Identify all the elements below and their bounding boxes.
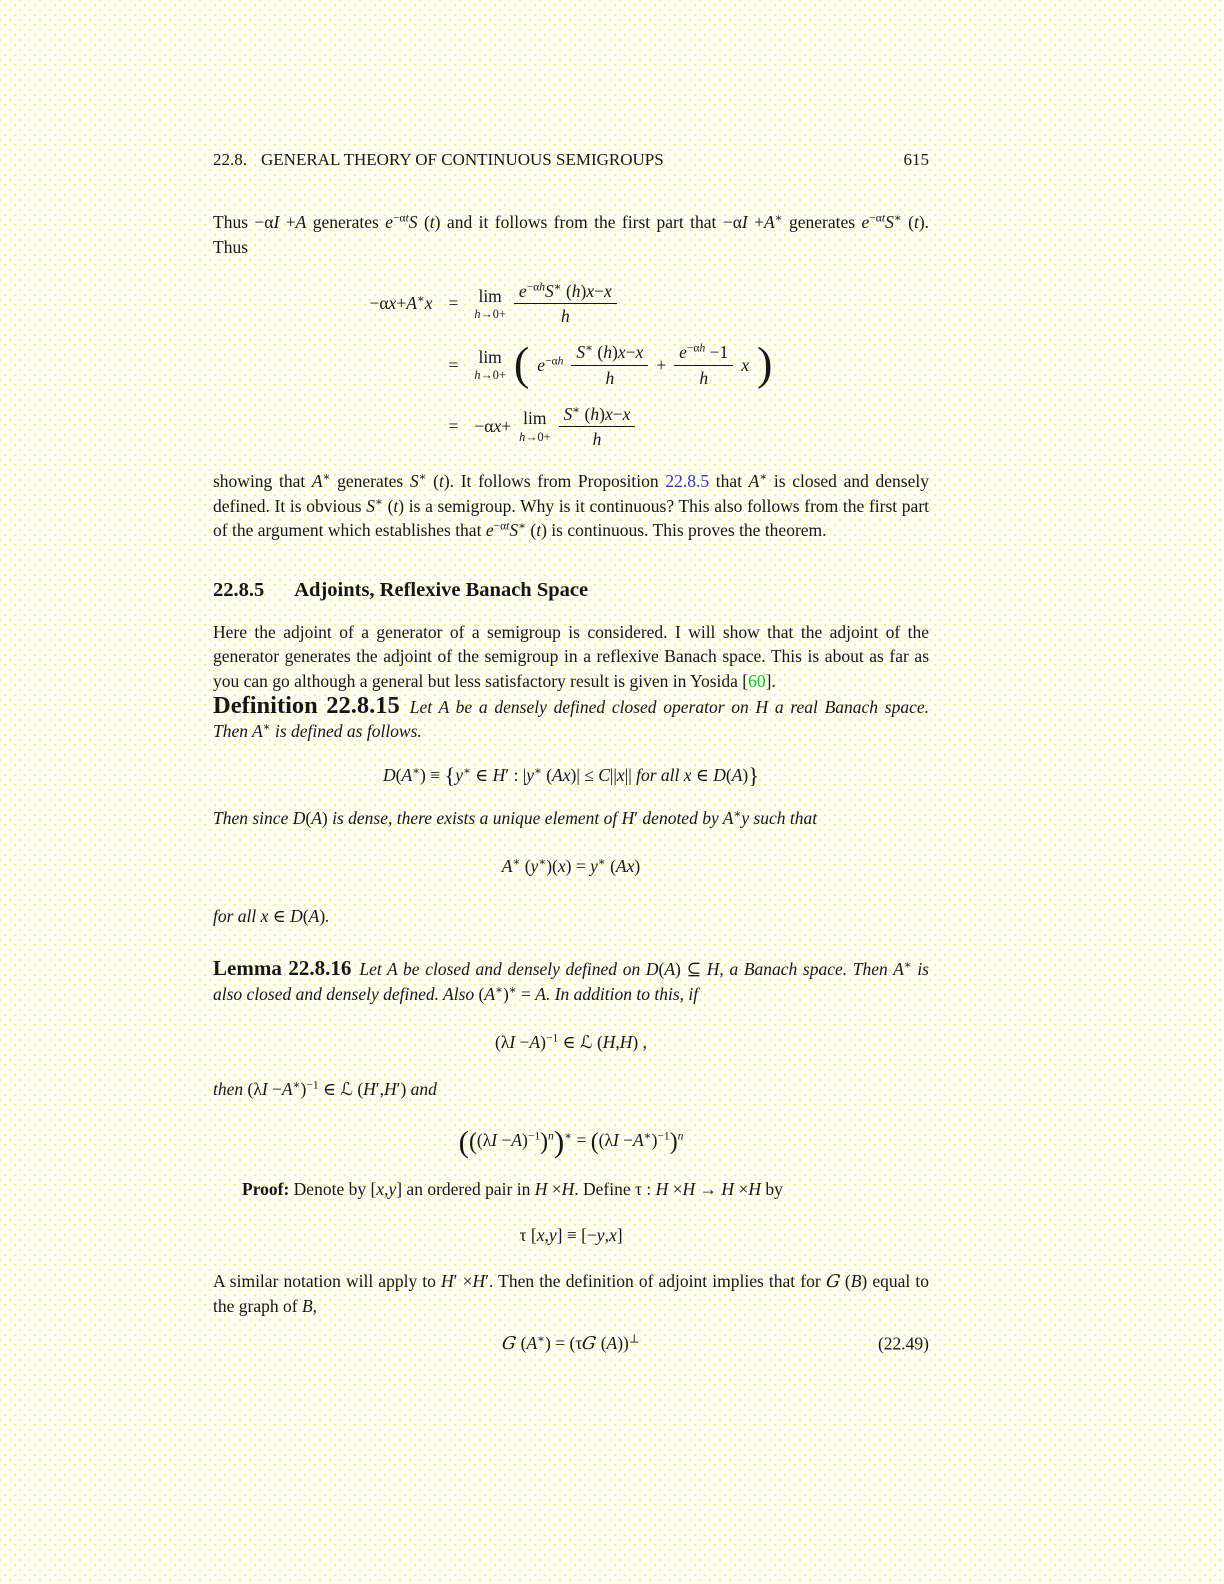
- paragraph-intro: Thus −αI +A generates $e^{-\alpha t}S$ (t) and it follows from the first part that −αI +A∗ generates $e^{-\alpha t}S^∗$ (t). Thus: [213, 212, 930, 257]
- limit-operator: lim h→0+: [474, 346, 506, 383]
- equals-sign: =: [448, 293, 459, 314]
- paragraph-similar-notation: A similar notation will apply to H′ ×H′. Then the definition of adjoint implies that for G (B) equal to the graph of B,: [213, 1270, 929, 1317]
- citation-link-60[interactable]: 60: [748, 670, 766, 691]
- display-equation-domain: D(A∗) ≡ {y∗ ∈ H′ : |y∗ (Ax)| ≤ C||x|| for all x ∈ D(A)}: [383, 762, 759, 788]
- equation-rhs-row3: [474, 404, 635, 449]
- chapter-title: GENERAL THEORY OF CONTINUOUS SEMIGROUPS: [261, 150, 664, 169]
- lemma-heading: Lemma 22.8.16: [213, 956, 352, 981]
- equation-lhs: −αx+A∗x: [369, 293, 433, 314]
- subsection-heading: [213, 579, 929, 602]
- display-equation-resolvent: $(\lambda I -A)^{-1}$ ∈ ℒ (H,H) ,: [495, 1032, 647, 1054]
- equation-rhs-row2: lim h→0+ ( $e^{-\alpha h}$ $\frac{S^∗ (h)x-x}{h}$ + $\frac{e^{-\alpha h} -1}{h}$ x ): [474, 339, 773, 391]
- exp-factor: $e^{-\alpha h}$: [537, 354, 564, 375]
- fraction: $\frac{S^∗ (h)x-x}{h}$: [571, 342, 648, 387]
- running-header: [213, 150, 929, 170]
- subsection-title: Adjoints, Reflexive Banach Space: [294, 578, 589, 601]
- lemma-block: [213, 956, 929, 1007]
- aligned-equation-block: [213, 281, 929, 449]
- proposition-ref-link[interactable]: 22.8.5: [665, 470, 710, 491]
- paragraph-for-all-x: for all x ∈ D(A).: [213, 905, 330, 926]
- x-factor: x: [741, 354, 750, 375]
- graph-equation: G (A∗) = (τG (A))⊥: [500, 1333, 640, 1354]
- paragraph-section-intro: Here the adjoint of a generator of a semigroup is considered. I will show that the adjoint of the generator generates the adjoint of the semigroup in a reflexive Banach space. This is about as far as you can go although a general but less satisfactory result is given in Yosida [60].: [213, 621, 929, 691]
- page-number: 615: [903, 150, 929, 169]
- paragraph-unique-element: Then since D(A) is dense, there exists a unique element of H′ denoted by A∗y such that: [213, 808, 818, 829]
- plus-sign: +: [656, 354, 667, 375]
- equation-rhs-row1: [474, 281, 616, 326]
- alpha-term: −αx+: [474, 415, 512, 436]
- display-equation-adjoint-def: A∗ (y∗)(x) = y∗ (Ax): [501, 856, 641, 877]
- display-equation-tau: τ [x,y] ≡ [−y,x]: [519, 1225, 623, 1246]
- paragraph-after-equation: showing that A∗ generates S∗ (t). It follows from Proposition 22.8.5 that A∗ is closed and densely defined. It is obvious S∗ (t) is a semigroup. Why is it continuous? This also follows from the first part of the argument which establishes that $e^{-\alpha t}S^∗$ (t) is continuous. This proves the theorem.: [213, 470, 930, 541]
- text-column: [213, 150, 929, 1368]
- subsection-number: 22.8.5: [213, 578, 265, 601]
- equals-sign: =: [448, 354, 459, 375]
- fraction: $\frac{e^{-\alpha h} -1}{h}$: [674, 342, 733, 387]
- display-equation-resolvent-power: $(((\lambda I -A)^{-1})^n)^∗ = ((\lambda I -A^∗)^{-1})^n$: [458, 1123, 684, 1159]
- fraction: $\frac{e^{-\alpha h}S^∗ (h)x-x}{h}$: [514, 281, 617, 326]
- paragraph-then-line: then $(\lambda I -A^∗)^{-1}$ ∈ ℒ (H′,H′) and: [213, 1079, 437, 1101]
- numbered-equation-row: [213, 1333, 929, 1354]
- fraction: $\frac{S^∗ (h)x-x}{h}$: [559, 404, 636, 449]
- paragraph-proof: Proof: Denote by [x,y] an ordered pair in H ×H. Define τ : H ×H → H ×H by: [242, 1179, 783, 1200]
- definition-body: Let A be a densely defined closed operator on H a real Banach space. Then A∗ is defined as follows.: [213, 696, 930, 742]
- equals-sign: =: [448, 415, 459, 436]
- definition-heading: Definition 22.8.15: [213, 691, 400, 719]
- running-header-title: [213, 150, 664, 170]
- lemma-body: Let A be closed and densely defined on D(A) ⊆ H, a Banach space. Then A∗ is also closed and densely defined. Also (A∗)∗ = A. In addition to this, if: [213, 959, 929, 1005]
- definition-block: [213, 691, 930, 744]
- limit-operator: lim h→0+: [519, 408, 551, 444]
- equation-number: (22.49): [877, 1333, 929, 1353]
- section-number: 22.8.: [213, 150, 247, 169]
- limit-operator: lim h→0+: [474, 285, 506, 322]
